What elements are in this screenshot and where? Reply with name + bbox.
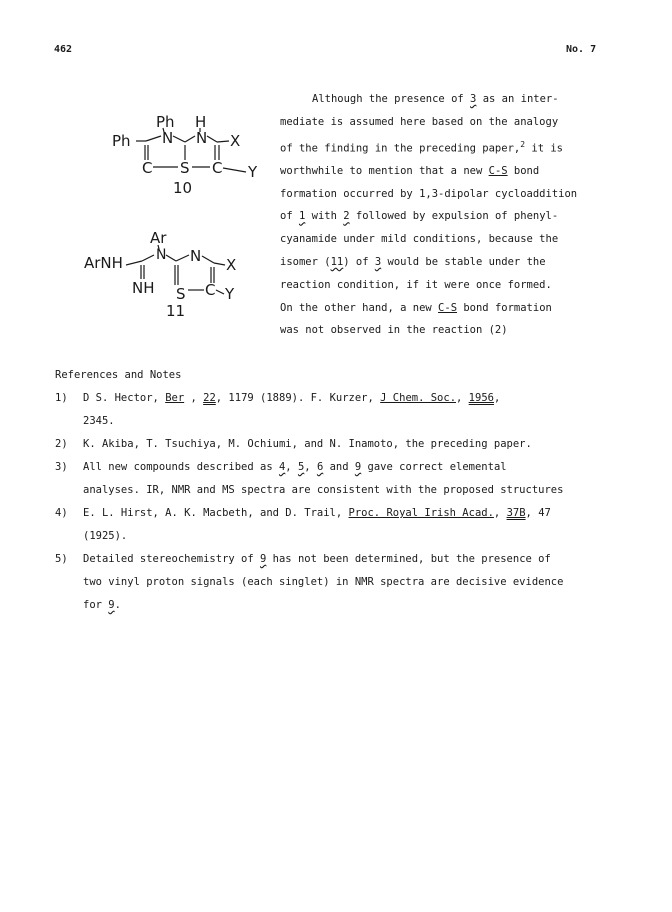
text: K. Akiba, T. Tsuchiya, M. Ochiumi, and N. Inamoto, the preceding paper. xyxy=(83,438,532,450)
ref-number: 1) xyxy=(55,392,68,404)
compound-ref: 9 xyxy=(354,461,362,473)
para-line: reaction condition, if it were once formed. xyxy=(280,278,552,291)
reference-5 xyxy=(55,548,625,571)
compound-ref: 2 xyxy=(343,210,350,223)
text: On the other hand, a new xyxy=(280,301,439,314)
compound-ref: 3 xyxy=(470,93,477,105)
text: would be stable under the xyxy=(381,256,546,269)
text: , 47 xyxy=(525,507,551,519)
s11-ar: Ar xyxy=(150,229,167,247)
text: , xyxy=(304,461,317,473)
text: , xyxy=(493,392,501,404)
s11-x: X xyxy=(226,256,237,274)
s11-nh: NH xyxy=(132,279,155,297)
s11-n1: N xyxy=(156,247,167,263)
s10-n1: N xyxy=(162,129,174,147)
para-line xyxy=(280,297,610,320)
cs-bond: C-S xyxy=(488,164,508,177)
text: E. L. Hirst, A. K. Macbeth, and D. Trail, xyxy=(83,507,349,519)
para-line xyxy=(280,251,610,274)
text: and xyxy=(323,461,355,473)
s10-s: S xyxy=(180,159,190,177)
reference-3-cont: analyses. IR, NMR and MS spectra are consistent with the proposed structures xyxy=(83,484,564,496)
cs-bond: C-S xyxy=(438,301,458,314)
text: bond xyxy=(507,164,540,177)
reference-4-cont: (1925). xyxy=(83,530,128,542)
ref-number: 3) xyxy=(55,461,68,473)
s10-x: X xyxy=(230,132,241,150)
text: , xyxy=(184,392,204,404)
text: , 1179 (1889). F. Kurzer, xyxy=(215,392,381,404)
compound-ref: 11 xyxy=(330,256,344,269)
para-line xyxy=(280,88,610,111)
text: followed by expulsion of phenyl- xyxy=(349,210,559,223)
reference-5-cont xyxy=(55,594,625,617)
journal: Ber xyxy=(165,392,185,404)
references xyxy=(55,364,625,617)
text: worthwhile to mention that a new xyxy=(280,164,489,177)
text: it is xyxy=(525,142,563,155)
text: Detailed stereochemistry of xyxy=(83,553,261,565)
ref-number: 2) xyxy=(55,438,68,450)
s10-c2: C xyxy=(212,159,223,177)
text: , xyxy=(493,507,507,519)
s10-y: Y xyxy=(248,163,258,181)
text: for xyxy=(83,599,109,611)
volume: 37B xyxy=(506,507,526,519)
para-line xyxy=(280,160,610,183)
s10-h: H xyxy=(195,113,207,131)
s11-arnh: ArNH xyxy=(84,254,123,272)
journal: Proc. Royal Irish Acad. xyxy=(348,507,494,519)
text: of xyxy=(280,210,299,223)
text: ) of xyxy=(343,256,375,269)
references-heading: References and Notes xyxy=(55,369,182,381)
compound-ref: 1 xyxy=(298,210,306,223)
text: D S. Hector, xyxy=(83,392,166,404)
compound-ref: 3 xyxy=(374,256,382,269)
s10-ph-left: Ph xyxy=(112,132,131,150)
para-line: formation occurred by 1,3-dipolar cycloaddition xyxy=(280,187,578,200)
reference-3 xyxy=(55,456,625,479)
reference-1-cont: 2345. xyxy=(83,415,115,427)
year: 1956 xyxy=(468,392,494,404)
text: , xyxy=(456,392,469,404)
s11-y: Y xyxy=(225,285,235,303)
para-line xyxy=(280,205,610,228)
text: as an inter- xyxy=(476,93,559,105)
s11-n2: N xyxy=(190,247,202,265)
text: , xyxy=(285,461,298,473)
text: with xyxy=(305,210,344,223)
para-line: was not observed in the reaction (2) xyxy=(280,324,508,337)
text: of the finding in the preceding paper, xyxy=(280,142,521,155)
para-line: cyanamide under mild conditions, because the xyxy=(280,233,559,246)
text: bond formation xyxy=(457,301,552,314)
s10-ph-top: Ph xyxy=(156,113,175,131)
reference-4 xyxy=(55,502,625,525)
structure-11 xyxy=(82,225,257,320)
compound-ref: 4 xyxy=(278,461,286,473)
para-line xyxy=(280,134,610,160)
para-line: mediate is assumed here based on the analogy xyxy=(280,115,559,128)
s11-c: C xyxy=(205,281,216,299)
body-paragraph xyxy=(280,88,610,342)
s11-label: 11 xyxy=(166,302,186,320)
structure-10 xyxy=(100,110,275,195)
page-number: 462 xyxy=(54,44,73,55)
s10-c1: C xyxy=(142,159,153,177)
text: has not been determined, but the presence of xyxy=(266,553,551,565)
citation-superscript: 2 xyxy=(520,139,526,149)
text: . xyxy=(114,599,121,611)
text: Although the presence of xyxy=(312,93,471,105)
compound-ref: 5 xyxy=(297,461,305,473)
compound-ref: 9 xyxy=(260,553,267,565)
reference-1 xyxy=(55,387,625,410)
text: All new compounds described as xyxy=(83,461,279,473)
s11-s: S xyxy=(176,285,186,303)
issue-number: No. 7 xyxy=(566,44,597,55)
reference-5-cont: two vinyl proton signals (each singlet) in NMR spectra are decisive evidence xyxy=(83,576,564,588)
s10-label: 10 xyxy=(173,179,193,195)
text: isomer ( xyxy=(280,256,331,269)
compound-ref: 9 xyxy=(108,599,115,611)
reference-2 xyxy=(55,433,625,456)
text: gave correct elemental xyxy=(361,461,507,473)
ref-number: 5) xyxy=(55,553,68,565)
journal: J Chem. Soc. xyxy=(380,392,457,404)
compound-ref: 6 xyxy=(316,461,324,473)
volume: 22 xyxy=(203,392,216,404)
ref-number: 4) xyxy=(55,507,68,519)
s10-n2: N xyxy=(196,129,208,147)
